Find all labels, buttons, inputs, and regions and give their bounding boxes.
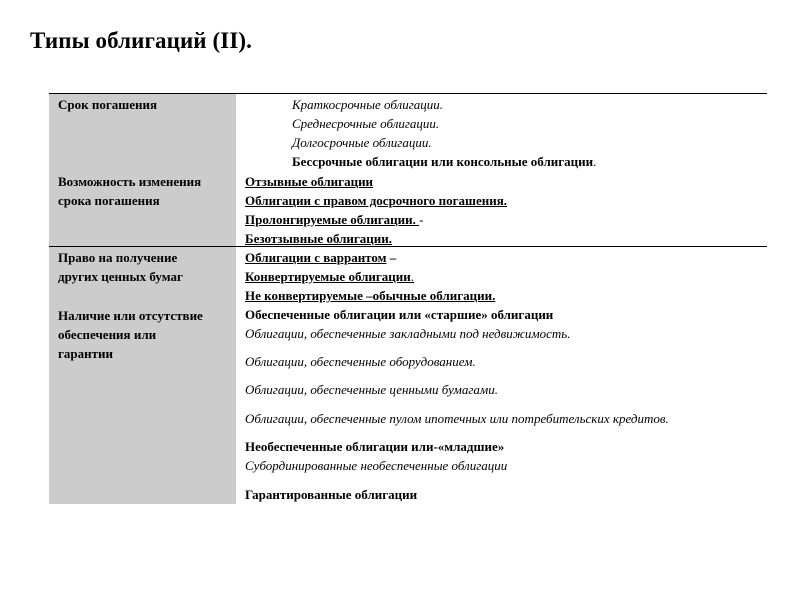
item-non-callable: Безотзывные облигации.: [245, 231, 393, 246]
label-security-2: обеспечения или: [58, 327, 157, 342]
item-extendable-text: Пролонгируемые облигации.: [245, 212, 420, 227]
label-maturity-change-1: Возможность изменения: [58, 174, 202, 189]
item-extendable-dash: -: [419, 212, 424, 227]
item-nonconvertible: Не конвертируемые –обычные облигации.: [245, 288, 496, 303]
row-divider: [49, 246, 767, 247]
item-perpetual: [292, 152, 596, 171]
label-rights-1: Право на получение: [58, 250, 178, 265]
item-subordinated: Субординированные необеспеченные облигации: [245, 458, 508, 473]
item-warrant: [245, 248, 396, 267]
item-equipment: Облигации, обеспеченные оборудованием.: [245, 354, 476, 369]
item-unsecured-junior: Необеспеченные облигации или-«младшие»: [245, 439, 505, 454]
label-maturity: Срок погашения: [58, 97, 158, 112]
item-convertible: [245, 267, 414, 286]
item-pool: Облигации, обеспеченные пулом ипотечных или потребительских кредитов.: [245, 411, 669, 426]
item-early-redemption: Облигации с правом досрочного погашения.: [245, 193, 508, 208]
item-mid-term: Среднесрочные облигации.: [292, 116, 440, 131]
label-maturity-change-2: срока погашения: [58, 193, 160, 208]
item-mortgage: Облигации, обеспеченные закладными под недвижимость.: [245, 326, 571, 341]
item-callable: Отзывные облигации: [245, 174, 374, 189]
item-convertible-period: .: [410, 269, 415, 284]
item-warrant-text: Облигации с варрантом: [245, 250, 387, 265]
category-column: [49, 93, 236, 504]
item-convertible-text: Конвертируемые облигации: [245, 269, 411, 284]
item-perpetual-period: .: [593, 154, 597, 169]
item-warrant-dash: –: [386, 250, 397, 265]
bond-types-table: [49, 93, 767, 504]
label-security-3: гарантии: [58, 346, 113, 361]
item-guaranteed: Гарантированные облигации: [245, 487, 418, 502]
item-perpetual-text: Бессрочные облигации или консольные облигации: [292, 154, 594, 169]
table-top-border: [49, 93, 767, 94]
label-security-1: Наличие или отсутствие: [58, 308, 203, 323]
item-extendable: [245, 210, 423, 229]
slide-title: Типы облигаций (II).: [30, 28, 252, 53]
label-rights-2: других ценных бумаг: [58, 269, 183, 284]
item-short-term: Краткосрочные облигации.: [292, 97, 444, 112]
item-secured-senior: Обеспеченные облигации или «старшие» облигации: [245, 307, 554, 322]
item-securities: Облигации, обеспеченные ценными бумагами.: [245, 382, 498, 397]
item-long-term: Долгосрочные облигации.: [292, 135, 432, 150]
